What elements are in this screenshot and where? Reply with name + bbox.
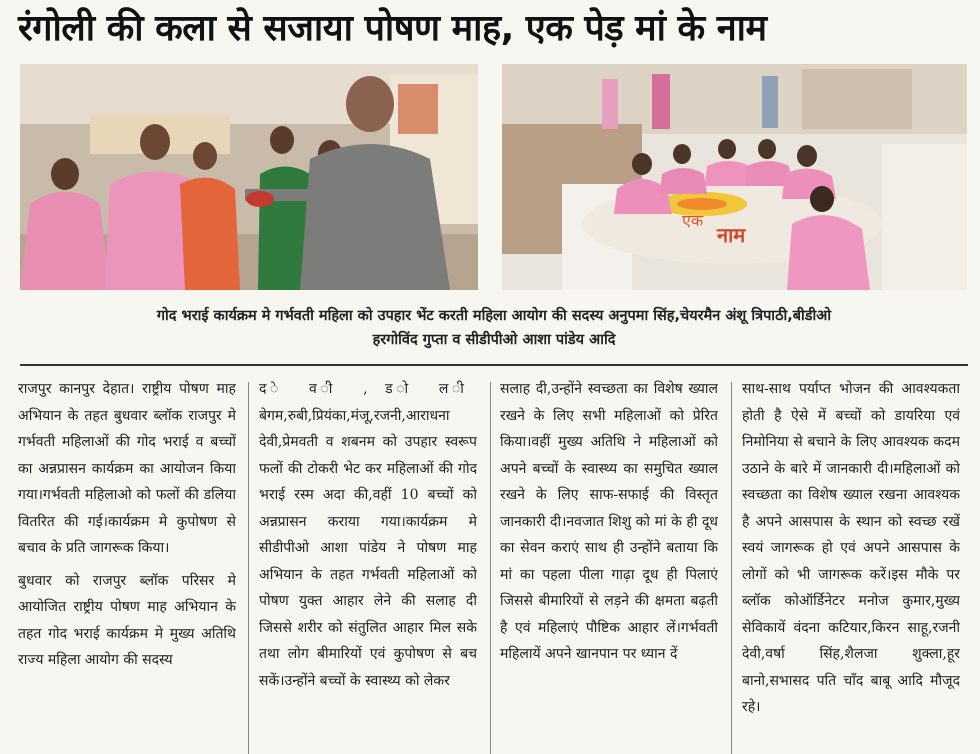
article-column-1 — [18, 376, 236, 754]
caption-line-2: हरगोविंद गुप्ता व सीडीपीओ आशा पांडेय आदि — [372, 332, 616, 348]
rangoli-text-2: नाम — [717, 223, 746, 247]
article-paragraph: द े व ी , ड ो ल ी बेगम,रुबी,प्रियंका,मंजू,रजनी,आराधना देवी,प्रेमवती व शबनम को उपहार स्वरूप फलों की टोकरी भेट कर महिलाओं की गोद भराई रस्म अदा की,वहीं 10 बच्चों को अन्नप्रासन कराया गया।कार्यक्रम मे सीडीपीओ आशा पांडेय ने पोषण माह अभियान के तहत गर्भवती महिलाओं को पोषण युक्त आहार लेने की सलाह दी जिससे शरीर को संतुलित आहार मिल सके तथा लोग बीमारियों एवं कुपोषण से बच सकें।उन्होंने बच्चों के स्वास्थ्य को लेकर — [259, 381, 477, 689]
headline: रंगोली की कला से सजाया पोषण माह, एक पेड़ मां के नाम — [18, 8, 767, 49]
column-divider — [731, 382, 732, 754]
article-paragraph: सलाह दी,उन्होंने स्वच्छता का विशेष ख्याल रखने के लिए सभी महिलाओं को प्रेरित किया।वहीं मुख्य अतिथि ने महिलाओं को अपने बच्चों के स्वास्थ्य का समुचित ख्याल रखने के लिए साफ-सफाई की विस्तृत जानकारी दी।नवजात शिशु को मां के ही दूध का सेवन कराएं साथ ही उन्होंने बताया कि मां का पहला पीला गाढ़ा दूध ही पिलाएं जिससे बीमारियों से लड़ने की क्षमता बढ़ती है एवं महिलाएं पौष्टिक आहार लें।गर्भवती महिलायें अपने खानपान पर ध्यान दें — [500, 381, 718, 662]
photo-caption — [20, 304, 968, 352]
article-paragraph: साथ-साथ पर्याप्त भोजन की आवश्यकता होती है ऐसे में बच्चों को डायरिया एवं निमोनिया से बचाने के लिए आवश्यक कदम उठाने के बारे में जानकारी दी।महिलाओं को स्वच्छता का विशेष ख्याल रखना आवश्यक है अपने आसपास के स्थान को स्वच्छ रखें स्वयं जागरूक हो एवं अपने आसपास के लोगों को भी जागरूक करें।इस मौके पर ब्लॉक कोऑर्डिनेटर मनोज कुमार,मुख्य सेविकायें वंदना कटियार,किरन साहू,रजनी देवी,वर्षा सिंह,शैलजा शुक्ला,हूर बानो,सभासद पति चाँद बाबू आदि मौजूद रहे। — [742, 381, 960, 715]
column-divider — [490, 382, 491, 754]
photo-gift-ceremony — [20, 64, 478, 290]
rangoli-text-1: एक — [682, 211, 704, 230]
column-divider — [248, 382, 249, 754]
article-paragraph: राजपुर कानपुर देहात। राष्ट्रीय पोषण माह अभियान के तहत बुधवार ब्लॉक राजपुर मे गर्भवती महिलाओं की गोद भराई व बच्चों का अन्नप्रासन कार्यक्रम का आयोजन किया गया।गर्भवती महिलाओ को फलों की डलिया वितरित की गई।कार्यक्रम मे कुपोषण से बचाव के प्रति जागरूक किया। — [18, 381, 236, 556]
article-column-4 — [742, 376, 960, 754]
article-paragraph: बुधवार को राजपुर ब्लॉक परिसर मे आयोजित राष्ट्रीय पोषण माह अभियान के तहत गोद भराई कार्यक्रम मे मुख्य अतिथि राज्य महिला आयोग की सदस्य — [18, 572, 236, 668]
photo-rangoli-circle — [502, 64, 967, 290]
caption-line-1: गोद भराई कार्यक्रम मे गर्भवती महिला को उपहार भेंट करती महिला आयोग की सदस्य अनुपमा सिंह,चेयरमैन अंशू त्रिपाठी,बीडीओ — [156, 308, 832, 324]
article-column-3 — [500, 376, 718, 754]
article-column-2 — [259, 376, 477, 754]
section-rule — [20, 364, 968, 366]
